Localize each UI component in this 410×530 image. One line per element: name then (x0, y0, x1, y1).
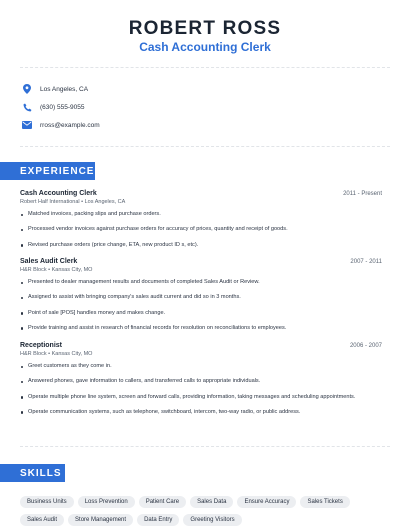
list-item: Answered phones, gave information to callers, and transferred calls to appropriate individuals. (20, 378, 382, 386)
job-bullets (20, 363, 382, 416)
skill-chip: Business Units (20, 496, 74, 508)
contact-location (22, 83, 88, 95)
job-bullets (20, 279, 382, 332)
envelope-icon (22, 120, 32, 130)
skills-section-header: SKILLS (0, 464, 65, 482)
job-dates: 2007 - 2011 (350, 259, 382, 265)
contact-email (22, 119, 100, 131)
divider (20, 67, 390, 68)
skill-chip: Data Entry (137, 514, 179, 526)
list-item: Matched invoices, packing slips and purchase orders. (20, 211, 382, 219)
job-position: Sales Audit Clerk (20, 258, 78, 265)
list-item: Operate multiple phone line system, screen and forward calls, providing information, taking messages and scheduling appointments. (20, 394, 382, 402)
list-item: Revised purchase orders (price change, ETA, new product ID s, etc). (20, 242, 382, 250)
skill-chip: Sales Data (190, 496, 233, 508)
location-pin-icon (22, 84, 32, 94)
resume-job-title: Cash Accounting Clerk (139, 40, 271, 54)
list-item: Point of sale [POS] handles money and makes change. (20, 310, 382, 318)
list-item: Processed vendor invoices against purchase orders for accuracy of prices, quantity and receipt of goods. (20, 226, 382, 234)
resume-name: ROBERT ROSS (128, 18, 282, 39)
experience-entry (20, 342, 382, 424)
contact-location-text: Los Angeles, CA (40, 85, 89, 93)
skill-chip: Ensure Accuracy (237, 496, 296, 508)
list-item: Presented to dealer management results and documents of completed Sales Audit or Review. (20, 279, 382, 287)
job-dates: 2011 - Present (343, 191, 382, 197)
list-item: Provide training and assist in research of financial records for resolution on reconciliations to employees. (20, 325, 382, 333)
job-position: Cash Accounting Clerk (20, 190, 97, 197)
skill-chip: Patient Care (139, 496, 186, 508)
list-item: Assigned to assist with bringing company's sales audit current and did so in 3 months. (20, 294, 382, 302)
list-item: Greet customers as they come in. (20, 363, 382, 371)
experience-entry (20, 190, 382, 257)
divider (20, 146, 390, 147)
phone-icon (22, 102, 32, 112)
skill-chip: Sales Audit (20, 514, 64, 526)
contact-phone-text: (630) 555-9055 (40, 103, 85, 111)
skill-chip: Loss Prevention (78, 496, 135, 508)
contact-email-text[interactable]: rross@example.com (40, 121, 100, 129)
experience-entry (20, 258, 382, 340)
skills-list (20, 496, 390, 526)
job-bullets (20, 211, 382, 249)
job-employer: H&R Block • Kansas City, MO (20, 351, 93, 357)
experience-section-header: EXPERIENCE (0, 162, 95, 180)
contact-phone (22, 101, 84, 113)
skill-chip: Sales Tickets (300, 496, 349, 508)
job-dates: 2006 - 2007 (349, 343, 382, 349)
job-employer: Robert Half International • Los Angeles, CA (20, 199, 126, 205)
skill-chip: Store Management (68, 514, 133, 526)
skill-chip: Greeting Visitors (183, 514, 241, 526)
job-position: Receptionist (20, 342, 63, 349)
job-employer: H&R Block • Kansas City, MO (20, 267, 93, 273)
list-item: Operate communication systems, such as telephone, switchboard, intercom, two-way radio, or public address. (20, 409, 382, 417)
divider (20, 446, 390, 447)
